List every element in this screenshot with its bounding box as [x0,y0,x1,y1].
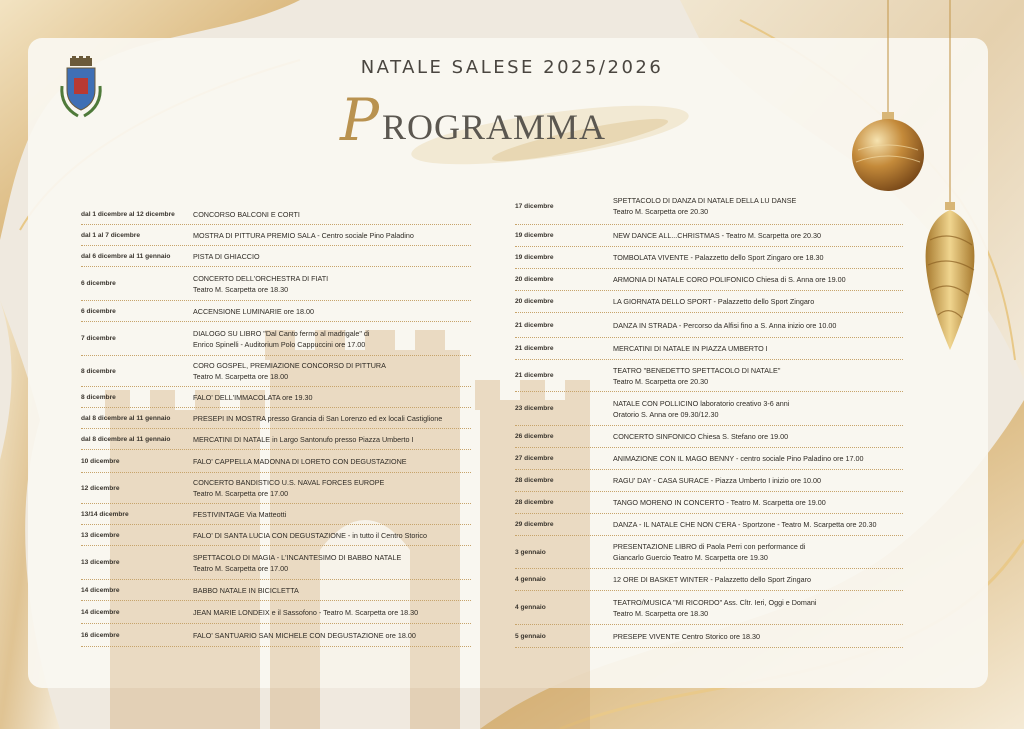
event-date: 21 dicembre [515,345,554,352]
event-description: NEW DANCE ALL...CHRISTMAS - Teatro M. Scarpetta ore 20.30 [613,231,821,240]
event-row [515,247,903,269]
events-right-column [515,188,903,648]
event-row [515,470,903,492]
event-venue: Teatro M. Scarpetta ore 18.30 [193,284,289,294]
event-row [515,338,903,360]
event-date: 20 dicembre [515,298,554,305]
event-date: 3 gennaio [515,548,546,556]
event-description: MERCATINI DI NATALE IN PIAZZA UMBERTO I [613,344,768,353]
event-row [81,387,471,408]
event-description: CONCERTO BANDISTICO U.S. NAVAL FORCES EUROPE [193,478,385,487]
event-description: TANGO MORENO IN CONCERTO - Teatro M. Scarpetta ore 19.00 [613,498,826,507]
event-row [81,204,471,225]
event-date: 12 dicembre [81,484,120,492]
event-description: MERCATINI DI NATALE in Largo Santonufo presso Piazza Umberto I [193,434,414,444]
event-description: ARMONIA DI NATALE CORO POLIFONICO Chiesa di S. Anna ore 19.00 [613,275,846,284]
event-venue: Giancarlo Guercio Teatro M. Scarpetta ore 19.30 [613,553,768,562]
event-description: CONCORSO BALCONI E CORTI [193,209,300,219]
event-venue: Oratorio S. Anna ore 09.30/12.30 [613,409,719,419]
page-title: NATALE SALESE 2025/2026 [360,57,664,78]
event-row [515,492,903,514]
event-date: 26 dicembre [515,433,554,440]
event-date: 23 dicembre [515,405,554,412]
event-date: dal 1 al 7 dicembre [81,231,141,239]
programma-heading [340,86,640,154]
event-row [515,536,903,569]
event-description: CORO GOSPEL, PREMIAZIONE CONCORSO DI PITTURA [193,361,386,370]
event-date: 16 dicembre [81,631,120,639]
event-date: 6 dicembre [81,307,116,315]
event-description: PRESEPI IN MOSTRA presso Grancia di San Lorenzo ed ex locali Castiglione [193,413,443,423]
event-description: FALO' DI SANTA LUCIA CON DEGUSTAZIONE - in tutto il Centro Storico [193,530,427,540]
event-row [81,601,471,624]
event-date: dal 8 dicembre al 11 gennaio [81,414,171,422]
event-description: CONCERTO SINFONICO Chiesa S. Stefano ore 19.00 [613,432,789,441]
event-row [515,188,903,225]
event-venue: Teatro M. Scarpetta ore 18.30 [613,608,709,618]
event-description: TEATRO/MUSICA "MI RICORDO" Ass. Cltr. Ieri, Oggi e Domani [613,597,817,607]
event-description: CONCERTO DELL'ORCHESTRA DI FIATI [193,273,329,283]
event-date: 5 gennaio [515,632,546,640]
event-date: 6 dicembre [81,280,116,287]
event-date: 13 dicembre [81,531,120,539]
event-row [515,625,903,648]
event-date: 27 dicembre [515,455,554,462]
event-venue: Teatro M. Scarpetta ore 17.00 [193,563,289,573]
event-venue: Teatro M. Scarpetta ore 17.00 [193,489,289,498]
event-description: MOSTRA DI PITTURA PREMIO SALA - Centro sociale Pino Paladino [193,230,414,240]
event-description: LA GIORNATA DELLO SPORT - Palazzetto dello Sport Zingaro [613,297,815,306]
event-description: SPETTACOLO DI DANZA DI NATALE DELLA LU DANSE [613,196,797,205]
event-description: JEAN MARIE LONDEIX e il Sassofono - Teatro M. Scarpetta ore 18.30 [193,607,419,617]
event-row [515,313,903,338]
event-date: 14 dicembre [81,586,120,594]
event-row [515,426,903,448]
event-description: PISTA DI GHIACCIO [193,251,260,261]
event-description: PRESENTAZIONE LIBRO di Paola Perri con performance di [613,542,806,551]
event-description: ACCENSIONE LUMINARIE ore 18.00 [193,306,315,316]
event-description: FALO' CAPPELLA MADONNA DI LORETO CON DEGUSTAZIONE [193,456,407,466]
event-row [515,514,903,536]
event-venue: Teatro M. Scarpetta ore 20.30 [613,376,709,386]
programma-text: ROGRAMMA [382,107,607,147]
gold-ornament-spiral-icon [920,0,984,360]
event-date: 28 dicembre [515,477,554,484]
events-left-column [81,204,471,647]
event-description: SPETTACOLO DI MAGIA - L'INCANTESIMO DI BABBO NATALE [193,552,402,562]
event-description: DIALOGO SU LIBRO "Dal Canto fermo al madrigale" di [193,328,370,338]
event-date: 13/14 dicembre [81,510,129,518]
event-row [515,392,903,426]
event-description: FALO' DELL'IMMACOLATA ore 19.30 [193,392,313,402]
event-row [515,291,903,313]
programma-initial: P [340,86,380,154]
event-date: 8 dicembre [81,367,116,375]
event-description: FESTIVINTAGE Via Matteotti [193,509,287,519]
event-row [81,473,471,504]
event-row [81,450,471,473]
event-date: 21 dicembre [515,372,554,379]
event-date: 4 gennaio [515,576,546,583]
event-row [81,429,471,450]
event-row [515,569,903,591]
event-description: NATALE CON POLLICINO laboratorio creativo 3-6 anni [613,398,790,408]
event-row [81,225,471,246]
event-date: 19 dicembre [515,232,554,239]
event-date: 21 dicembre [515,321,554,329]
event-date: 19 dicembre [515,254,554,261]
event-description: TOMBOLATA VIVENTE - Palazzetto dello Sport Zingaro ore 18.30 [613,253,824,262]
event-venue: Teatro M. Scarpetta ore 18.00 [193,372,289,381]
event-date: 8 dicembre [81,393,116,401]
event-date: 7 dicembre [81,335,116,342]
event-row [81,408,471,429]
event-row [81,267,471,301]
event-date: 28 dicembre [515,499,554,506]
event-description: FALO' SANTUARIO SAN MICHELE CON DEGUSTAZIONE ore 18.00 [193,630,416,640]
event-row [81,356,471,387]
gold-ornament-ball-icon [848,0,928,200]
event-date: 10 dicembre [81,457,120,465]
event-description: RAGU' DAY - CASA SURACE - Piazza Umberto I inizio ore 10.00 [613,476,822,485]
event-description: TEATRO "BENEDETTO SPETTACOLO DI NATALE" [613,365,781,375]
event-row [515,360,903,392]
event-row [81,504,471,525]
event-date: 20 dicembre [515,276,554,283]
event-venue: Teatro M. Scarpetta ore 20.30 [613,207,709,216]
event-description: BABBO NATALE IN BICICLETTA [193,585,299,595]
event-date: dal 8 dicembre al 11 gennaio [81,435,171,443]
event-description: DANZA IN STRADA - Percorso da Alfisi fino a S. Anna inizio ore 10.00 [613,320,837,330]
event-row [81,580,471,601]
event-date: 17 dicembre [515,202,554,210]
event-venue: Enrico Spinelli - Auditorium Polo Cappuccini ore 17.00 [193,339,366,349]
event-row [515,269,903,291]
event-description: DANZA - IL NATALE CHE NON C'ERA - Sportzone - Teatro M. Scarpetta ore 20.30 [613,520,877,529]
event-row [515,591,903,625]
event-row [81,624,471,647]
event-date: 4 gennaio [515,604,546,611]
event-description: ANIMAZIONE CON IL MAGO BENNY - centro sociale Pino Paladino ore 17.00 [613,454,864,463]
event-date: 14 dicembre [81,608,120,616]
event-description: 12 ORE DI BASKET WINTER - Palazzetto dello Sport Zingaro [613,575,811,584]
event-date: dal 6 dicembre al 11 gennaio [81,252,171,260]
event-row [515,448,903,470]
event-date: dal 1 dicembre al 12 dicembre [81,210,175,218]
event-row [81,546,471,580]
event-description: PRESEPE VIVENTE Centro Storico ore 18.30 [613,631,761,641]
event-row [81,246,471,267]
event-row [81,322,471,356]
event-row [81,525,471,546]
event-row [515,225,903,247]
event-row [81,301,471,322]
event-date: 29 dicembre [515,521,554,528]
event-date: 13 dicembre [81,559,120,566]
